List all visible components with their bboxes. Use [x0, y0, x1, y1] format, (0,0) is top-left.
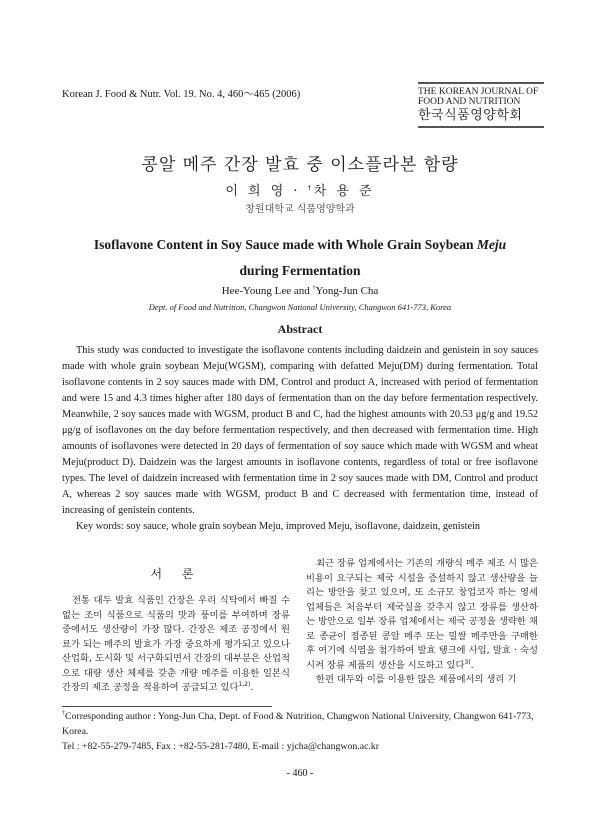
section-heading-introduction: 서 론	[150, 567, 202, 581]
body-columns	[62, 557, 538, 696]
english-author-1: Hee-Young Lee and	[221, 285, 313, 297]
korean-author-2: 차 용 준	[313, 184, 375, 199]
korean-author-1: 이 희 영 ·	[225, 184, 308, 199]
keywords: Key words: soy sauce, whole grain soybean Meju, improved Meju, isoflavone, daidzein, genistein	[76, 521, 481, 532]
journal-name-korean: 한국식품영양학회	[418, 108, 523, 123]
english-title-line2: during Fermentation	[239, 263, 361, 278]
abstract-heading: Abstract	[277, 322, 323, 336]
english-title-main: Isoflavone Content in Soy Sauce made with Whole Grain Soybean	[93, 237, 477, 252]
right-column	[306, 557, 538, 696]
intro-text-right: 최근 장류 업계에서는 기존의 개량식 메주 제조 시 많은 비용이 요구되는 제국 시설을 증설하지 않고 생산량을 늘리는 방안을 찾고 있으며, 또 소규모 창업코자 하는 영세 업체들은 처음부터 제국실을 갖추지 않고 장류를 생산하는 방안으로 일부 장류 업체에서는 제국 공정을 생략한 채로 종균이 접종된 콩알 메주 또는 밀쌀 메주만을 구매한 후 여기에 식염을 첨가하여 발효 탱크에 사입, 발효 · 숙성시켜 장류 제품의 생산을 시도하고 있다	[306, 558, 538, 671]
footnote-divider	[62, 706, 272, 707]
reference-mark: 1,2)	[238, 680, 251, 688]
corresponding-mark-foot: †	[62, 710, 65, 717]
english-author-2: Yong-Jun Cha	[315, 285, 379, 297]
korean-affiliation: 창원대학교 식품영양학과	[245, 204, 355, 215]
abstract-text: This study was conducted to investigate the isoflavone contents including daidzein and genistein in soy sauces made with whole grain soybean Meju(WGSM), comparing with defatted Meju(DM) during fermentation. Total isoflavone contents in 2 soy sauces made with DM, Control and product A, increased with period of fermentation and were 15 and 4.3 times higher after 180 days of fermentation than on the day before fermentation respectively. Meanwhile, 2 soy sauces made with WGSM, product B and C, had the highest amounts with 20.53 μg/g and 19.52 μg/g of isoflavones on the day before fermentation respectively, and then decreased with fermentation time. High amounts of isoflavones were detected in 20 days of fermentation of soy sauce which made with WGSM and wheat Meju(product D). Daidzein was the largest amounts in isoflavone contents, regardless of total or free isoflavone types. The level of daidzein increased with fermentation time in 2 soy sauces made with DM, Control and product A, whereas 2 soy sauces made with WGSM, product B and C decreased with fermentation time, instead of increasing of genistein contents.	[62, 345, 538, 516]
english-title-italic: Meju	[476, 237, 507, 252]
left-column	[62, 557, 290, 696]
journal-name-line1: THE KOREAN JOURNAL OF	[418, 87, 539, 97]
footnote	[62, 709, 538, 754]
english-title	[60, 232, 540, 284]
english-authors	[0, 285, 600, 297]
korean-title: 콩알 메주 간장 발효 중 이소플라본 함량	[141, 155, 459, 175]
english-affiliation: Dept. of Food and Nutrition, Changwon National University, Changwon 641-773, Korea	[148, 302, 452, 312]
footnote-line1	[62, 709, 538, 739]
main-content	[62, 322, 538, 793]
intro-text: 전통 대두 발효 식품인 간장은 우리 식탁에서 빠질 수 없는 조미 식품으로 식품의 맛과 풍미를 부여하며 장류 중에서도 생산량이 가장 많다. 간장은 제조 공정에서 원료가 되는 메주의 발효가 가장 중요하게 평가되고 있으나 산업화, 도시화 및 서구화되면서 간장의 대부분은 산업적으로 대량 생산 체제를 갖춘 개량 메주를 이용한 일본식 간장의 제조 공정을 적용하여 공급되고 있다	[62, 595, 290, 693]
intro-paragraph-right: 최근 장류 업계에서는 기존의 개량식 메주 제조 시 많은 비용이 요구되는 제국 시설을 증설하지 않고 생산량을 늘리는 방안을 찾고 있으며, 또 소규모 창업코자 하는 영세 업체들은 처음부터 제국실을 갖추지 않고 장류를 생산하는 방안으로 일부 장류 업체에서는 제국 공정을 생략한 채로 종균이 접종된 콩알 메주 또는 밀쌀 메주만을 구매한 후 여기에 식염을 첨가하여 발효 탱크에 사입, 발효 · 숙성시켜 장류 제품의 생산을 시도하고 있다$^{3)}$.	[306, 558, 538, 671]
intro-paragraph-right-2: 한편 대두와 이를 이용한 많은 제품에서의 생리 기	[316, 674, 517, 685]
korean-authors	[0, 180, 600, 199]
corresponding-mark-en: †	[312, 285, 316, 292]
intro-paragraph-left: 전통 대두 발효 식품인 간장은 우리 식탁에서 빠질 수 없는 조미 식품으로 식품의 맛과 풍미를 부여하며 장류 중에서도 생산량이 가장 많다. 간장은 제조 공정에서 원료가 되는 메주의 발효가 가장 중요하게 평가되고 있으나 산업화, 도시화 및 서구화되면서 간장의 대부분은 산업적으로 대량 생산 체제를 갖춘 개량 메주를 이용한 일본식 간장의 제조 공정을 적용하여 공급되고 있다$^{1,2)}$.	[62, 595, 290, 693]
footnote-contact: Tel : +82-55-279-7485, Fax : +82-55-281-7480, E-mail : yjcha@changwon.ac.kr	[62, 740, 380, 752]
journal-name-line2: FOOD AND NUTRITION	[418, 97, 521, 107]
journal-citation: Korean J. Food & Nutr. Vol. 19. No. 4, 460～465 (2006)	[62, 89, 301, 100]
page-number: - 460 -	[286, 767, 314, 779]
journal-logo-box	[418, 82, 544, 128]
corresponding-mark: †	[307, 184, 314, 192]
reference-mark: 3)	[464, 658, 471, 666]
footnote-author: Corresponding author : Yong-Jun Cha, Dept. of Food & Nutrition, Changwon National University, Changwon 641-773, Korea.	[62, 710, 534, 737]
